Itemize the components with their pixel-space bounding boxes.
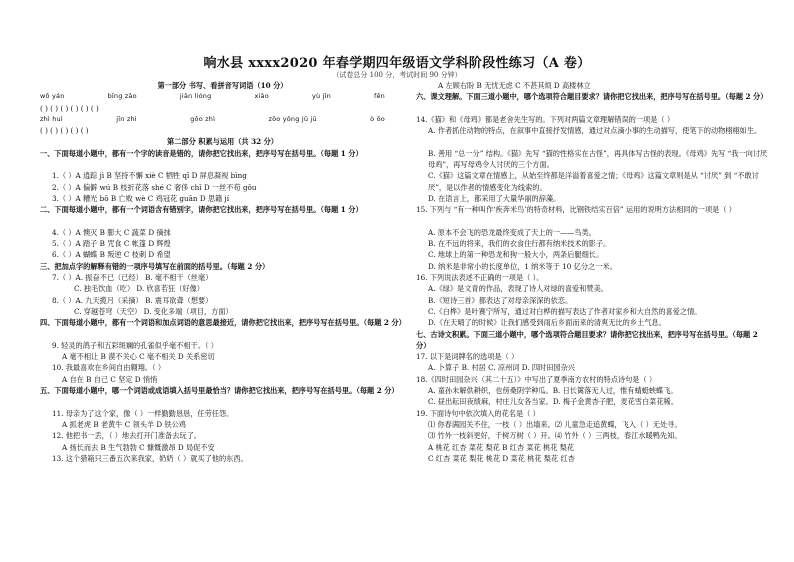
exam-title: 响水县 xxxx2020 年春学期四年级语文学科阶段性练习（A 卷） — [203, 56, 591, 71]
question-item: C.《猫》这篇文章在情感上，从始至终都是洋溢着喜爱之情；《母鸡》这篇文章则是从 “讨厌” 到 “不敢讨厌”，是以作者的情感变化为线索的。 — [428, 171, 759, 192]
question-item: A 桃花 红杏 菜花 梨花 B 红杏 菜花 桃花 梨花 — [428, 442, 575, 452]
question-item: C. 地球上的第一种恐龙和狗一般大小，两条后腿细长。 — [428, 250, 604, 260]
q5-header: 五、下面每道小题中，哪一个词语或成语填入括号里最恰当？请你把它找出来，把序号写在括号里。（每题 2 分） — [40, 386, 399, 396]
q4-header: 四、下面每道小题中，都有一个词语和加点词语的意思最接近，请你把它找出来，把序号写在括号里。（每题 2 分） — [40, 318, 406, 328]
question-item: 10. 我最喜欢在乡间自由翱翔。（ ） — [52, 363, 166, 373]
q3-header: 三、把加点字的解释有错的一项序号填写在前面的括号里。（每题 2 分） — [40, 261, 270, 271]
question-item: D. 在语言上，都采用了大量华丽的辞藻。 — [428, 193, 561, 203]
question-item: A. 童孙未解供耕织，也傍桑阴学种瓜。B. 日长篱落无人过，惟有蜻蜓蛱蝶飞。 — [428, 386, 678, 396]
question-item: B. 在不远的将来，我们的衣食住行都有纳米技术的影子。 — [428, 239, 611, 249]
question-item: B. 善用 “总一分” 结构。《猫》先写 “猫的性格实在古怪”，再具体写古怪的表现。《母鸡》先写 “我一向讨厌母鸡”，再写母鸡令人讨厌的三个方面。 — [428, 148, 768, 170]
pinyin-word: jīn zhì — [116, 114, 137, 123]
pinyin-word: gǒo zhì — [190, 114, 216, 123]
question-item: A 左顾右盼 B 无忧无虑 C 不甚其烦 D 高楼林立 — [438, 81, 591, 90]
question-item: A. 原本不会飞的恐龙最终变成了天上的一——鸟类。 — [428, 227, 596, 237]
question-item: 9. 轻灵的鸽子和五彩斑斓的孔雀似乎毫不相干。（ ） — [52, 340, 218, 350]
question-item: 11. 母亲为了这个家，像（ ）一样勤勤恳恳，任劳任怨。 — [52, 408, 234, 418]
question-item: ⑶ 竹外一枝斜更好，千树万树（ ）开。⑷ 竹外（ ）三两枝，春江水暖鸭先知。 — [428, 431, 682, 441]
pinyin-word: yù jǐn — [311, 92, 331, 101]
q7-header: 七、古诗文积累。下面三道小题中，哪个选项符合题目要求？请你把它找出来，把序号写在括号里。（每题 2 分） — [416, 329, 758, 350]
question-item: 19. 下面诗句中依次填入的花名是（ ） — [416, 408, 540, 418]
pinyin-word: fēn — [373, 92, 385, 101]
question-item: 5.（ ）A 踏子 B 咒食 C 帐篷 D 辉煌 — [52, 239, 171, 249]
question-item: 1.（ ）A 逍踪 jì B 坚持不懈 xiè C 牺牲 qī D 屏息凝视 bìng — [52, 171, 247, 181]
question-item: D. 纳米是非常小的长度单位，1 纳米等于 10 亿分之一米。 — [428, 261, 617, 271]
pinyin-word: jiān lióng — [179, 92, 212, 101]
question-item: B.《短诗三首》都表达了对母亲深深的依恋。 — [428, 295, 573, 305]
right-column — [416, 80, 768, 464]
question-item: A 毫不相让 B 漠不关心 C 毫不相关 D 关系密切 — [62, 352, 215, 362]
pinyin-word: zōo yōng jū jū — [268, 114, 317, 123]
question-item: 3.（ ）A 糟光 bō B 亡败 wè C 鸡冠花 guān D 思籍 jí — [52, 193, 230, 203]
question-item: A 自在 B 自己 C 坚定 D 悄悄 — [62, 374, 158, 384]
answer-parens-row-2: ( ) ( ) ( ) ( ) ( ) — [40, 126, 89, 136]
q2-header: 二、下面每道小题中，都有一个词语含有错别字，请你把它找出来，把序号写在括号里。（每题 1 分） — [40, 205, 363, 215]
pinyin-word: ò ōo — [370, 114, 385, 123]
question-item: 14.《猫》和《母鸡》都是老舍先生写的。下列对两篇文章理解错误的一项是（ ） — [416, 114, 675, 124]
pinyin-word: wō yán — [40, 92, 65, 101]
question-item: A. 卜算子 B. 村居 C. 凉州词 D. 四时田园杂兴 — [428, 363, 575, 373]
question-item: A 扬长而去 B 生气勃勃 C 慷慨激昂 D 局促不安 — [62, 442, 215, 452]
question-item: 18.《四时田园杂兴（其二十五）》中写出了夏季南方农村的特点诗句是（ ） — [416, 374, 657, 384]
question-item: 12. 他把书一丢，（ ）地去打开门准备去玩了。 — [52, 431, 201, 441]
question-item: A. 作者抓住动物的特点，在叙事中直接抒发情感，通过对点滴小事的生动描写，使笔下的动物栩栩如生。 — [428, 126, 762, 136]
left-column — [40, 80, 405, 464]
question-item: 6.（ ）A 蝴蝶 B 叛逆 C 枝刺 D 希望 — [52, 250, 171, 260]
question-item: 16. 下列说法表述不正确的一项是（ ）。 — [416, 273, 544, 283]
question-item: 15. 下列与 “有一种叫作‘疾奔米鸟’的特奇材料，比钢铁结实百倍” 运用的说明方法相同的一项是（ ） — [416, 205, 736, 215]
q6-header: 六、课文理解。下面三道小题中，哪个选项符合题目要求？请你把它找出来，把序号写在括号里。（每题 2 分） — [416, 92, 768, 102]
question-item: C. 穿越苍穹（天空） D. 变化多端（项目，方面） — [74, 306, 233, 316]
question-item: C 红杏 菜花 梨花 桃花 D 菜花 桃花 梨花 红杏 — [428, 453, 575, 463]
question-item: A 抓老虎 B 老黄牛 C 领头羊 D 铁公鸡 — [62, 419, 186, 429]
question-item: C.《白桦》是叶赛宁所写，通过对白桦的描写表达了作者对家乡和大自然的喜爱之情。 — [428, 306, 702, 316]
answer-parens-row-1: ( ) ( ) ( ) ( ) ( ) ( ) — [40, 103, 99, 113]
question-item: 8.（ ）A. 九天揽月（采摘） B. 震耳欲聋（想要） — [52, 295, 213, 305]
part1-header: 第一部分 书写、看拼音写词语（10 分） — [157, 81, 288, 90]
pinyin-word: bīng zāo — [107, 92, 137, 101]
question-item: 17. 以下是词牌名的选项是（ ） — [416, 352, 519, 362]
q1-header: 一、下面每道小题中，都有一个字的读音是错的，请你把它找出来，把序号写在括号里。（每题 1 分） — [40, 148, 363, 158]
question-item: 4.（ ）A 懊灭 B 膨大 C 蔬菜 D 摘抹 — [52, 227, 171, 237]
question-item: A.《绿》是文青的作品，表现了诗人对绿的喜爱和赞美。 — [428, 284, 608, 294]
pinyin-row-2 — [40, 114, 405, 125]
part2-header: 第二部分 积累与运用（共 32 分） — [167, 137, 278, 147]
question-item: 13. 这个猎箱只三番五次来我家，奶奶（ ）就买了他的东西。 — [52, 453, 248, 463]
question-item: D.《在天晴了的时候》让我们感受到雨后乡面而来的清爽无比的乡土气息。 — [428, 318, 666, 328]
pinyin-row-1 — [40, 91, 405, 102]
question-item: C. 昼出耘田夜绩麻，村庄儿女各当家。D. 梅子金黄杏子肥，麦花雪白菜花稀。 — [428, 397, 678, 407]
pinyin-word: zhì huì — [40, 114, 63, 123]
pinyin-word: xiǎo — [254, 92, 269, 101]
exam-subtitle: （试卷总分 100 分，考试时间 90 分钟） — [332, 71, 462, 79]
question-item: 2.（ ）A 偏僻 wú B 枝折花落 shé C 奢侈 chǐ D 一丝不苟 gǒu — [52, 182, 257, 192]
question-item: ⑴ 你春满园关不住，一枝（ ）出墙来。⑵ 儿童急走追黄蝶，飞入（ ）无处寻。 — [428, 419, 682, 429]
question-item: 7.（ ）A. 振奋不已（已经） B. 毫不相干（丝毫） — [52, 273, 213, 283]
question-item: C. 独毛饮血（吃） D. 欣喜若狂（好像） — [74, 284, 204, 294]
